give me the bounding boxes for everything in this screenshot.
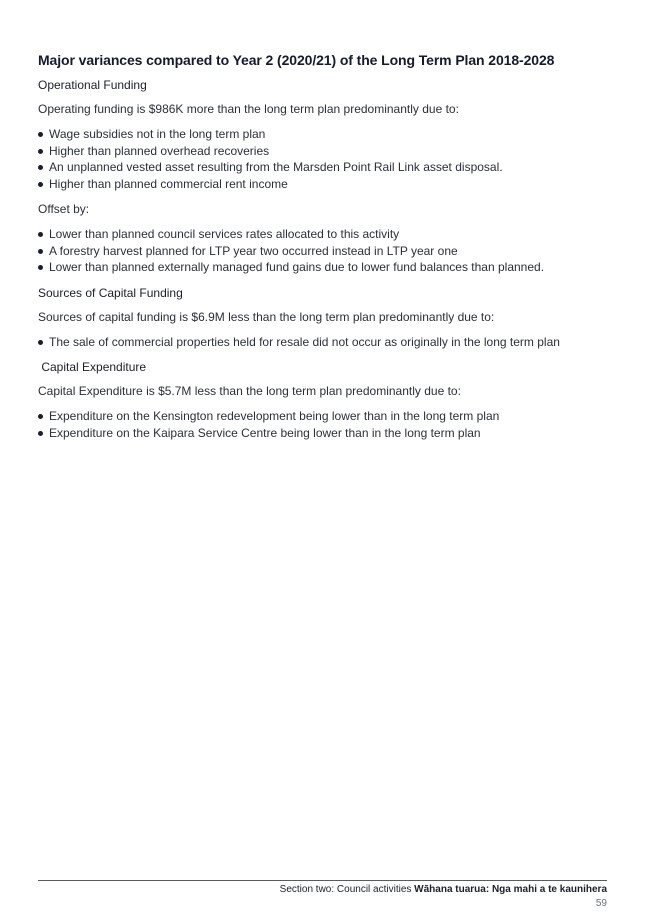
footer-section-text: Section two: Council activities (279, 884, 415, 895)
section-heading: Capital Expenditure (38, 360, 147, 374)
document-page (38, 52, 618, 451)
list-item: Lower than planned externally managed fund gains due to lower fund balances than planned. (38, 259, 618, 276)
operational-funding-section (38, 78, 618, 276)
section-intro: Sources of capital funding is $6.9M less than the long term plan predominantly due to: (38, 309, 495, 324)
section-heading: Operational Funding (38, 78, 147, 92)
page-footer (38, 880, 607, 909)
list-item: Expenditure on the Kaipara Service Centre being lower than in the long term plan (38, 425, 618, 442)
list-item: Higher than planned commercial rent income (38, 176, 618, 193)
capital-funding-section (38, 286, 618, 351)
bullet-list (38, 226, 618, 276)
section-intro: Operating funding is $986K more than the long term plan predominantly due to: (38, 102, 459, 116)
section-heading: Sources of Capital Funding (38, 285, 183, 300)
list-item: An unplanned vested asset resulting from the Marsden Point Rail Link asset disposal. (38, 159, 618, 176)
bullet-list (38, 334, 618, 351)
bullet-list (38, 408, 618, 441)
bullet-list (38, 126, 618, 192)
list-item: Higher than planned overhead recoveries (38, 143, 618, 160)
footer-section-maori: Wāhana tuarua: Nga mahi a te kaunihera (414, 884, 607, 895)
list-item: Wage subsidies not in the long term plan (38, 126, 618, 143)
list-item: A forestry harvest planned for LTP year two occurred instead in LTP year one (38, 243, 618, 260)
list-item: Expenditure on the Kensington redevelopment being lower than in the long term plan (38, 408, 618, 425)
section-intro: Capital Expenditure is $5.7M less than the long term plan predominantly due to: (38, 384, 461, 398)
list-item: The sale of commercial properties held for resale did not occur as originally in the long term plan (38, 334, 618, 351)
page-number: 59 (595, 898, 607, 909)
footer-section-label (38, 884, 607, 895)
list-item: Lower than planned council services rates allocated to this activity (38, 226, 618, 243)
offset-label: Offset by: (38, 202, 90, 216)
page-title: Major variances compared to Year 2 (2020/21) of the Long Term Plan 2018-2028 (38, 52, 555, 68)
capital-expenditure-section (38, 360, 618, 441)
